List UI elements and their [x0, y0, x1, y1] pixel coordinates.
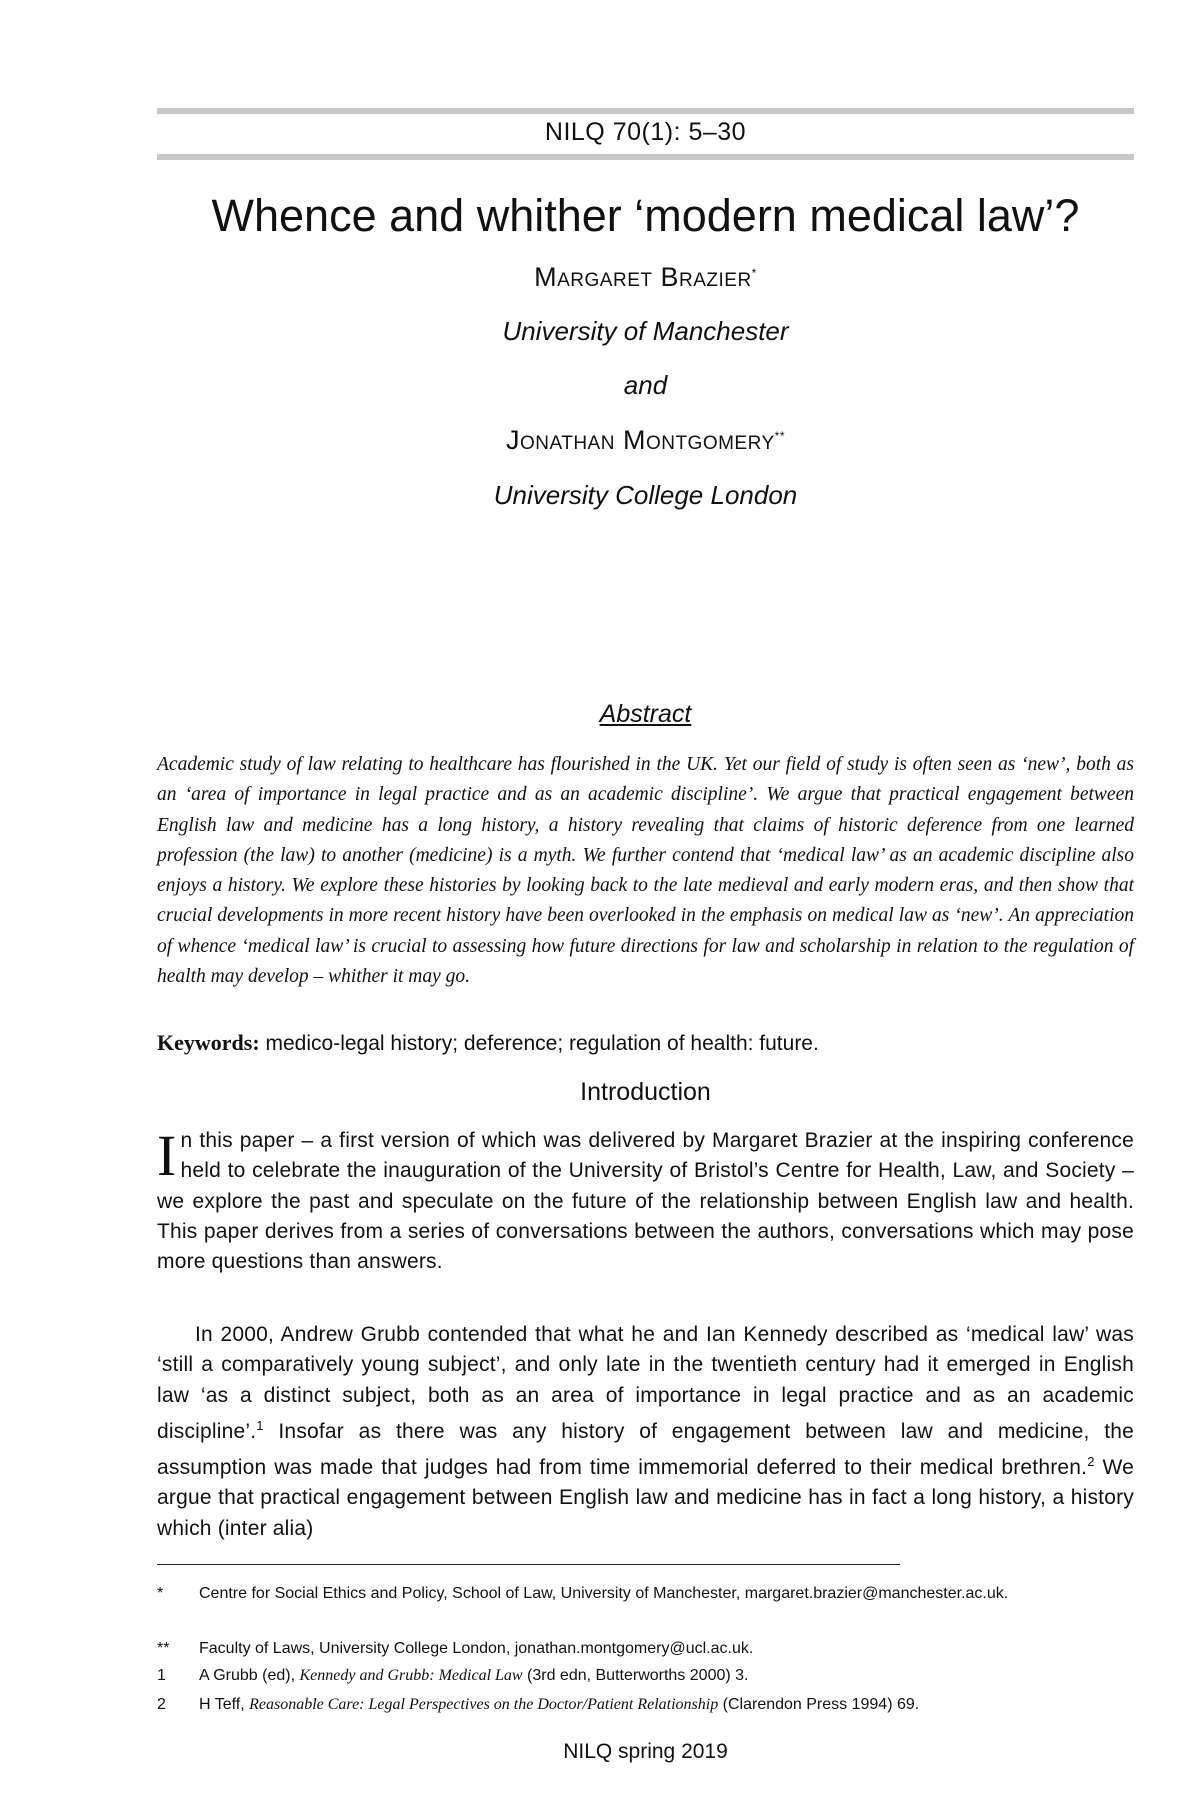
footnote-divider [157, 1564, 900, 1565]
intro-paragraph-2-text-b: Insofar as there was any history of engagement between law and medicine, the assumption was made that judges had from time immemorial deferred to their medical brethren. [157, 1419, 1134, 1480]
footnote-mark: 2 [157, 1696, 166, 1713]
footnote-text: Centre for Social Ethics and Policy, School of Law, University of Manchester, margaret.brazier@manchester.ac.uk. [199, 1585, 1009, 1602]
footnote-2 [157, 1693, 1134, 1716]
footnote-1 [157, 1664, 1134, 1687]
footnote-1-pre: A Grubb (ed), [199, 1667, 300, 1684]
footnote-2-post: (Clarendon Press 1994) 69. [718, 1696, 920, 1713]
footnote-1-post: (3rd edn, Butterworths 2000) 3. [522, 1667, 749, 1684]
keywords-label: Keywords: [157, 1030, 260, 1055]
footnote-text [199, 1664, 1134, 1687]
drop-cap: I [157, 1123, 177, 1188]
abstract-text: Academic study of law relating to healthcare has flourished in the UK. Yet our field of study is often seen as ‘new’, both as an ‘area of importance in legal practice and as an academic discipline’. We argue that practical engagement between English law and medicine has a long history, a history revealing that claims of historic deference from one learned profession (the law) to another (medicine) is a myth. We further contend that ‘medical law’ as an academic discipline also enjoys a history. We explore these histories by looking back to the late medieval and early modern eras, and then show that crucial developments in more recent history have been overlooked in the emphasis on medical law as ‘new’. An appreciation of whence ‘medical law’ is crucial to assessing how future directions for law and scholarship in relation to the regulation of health may develop – whither it may go. [157, 754, 1134, 988]
author-1 [157, 262, 1134, 293]
footnote-mark: ** [157, 1640, 170, 1657]
author-2-mark: ** [774, 429, 786, 443]
keywords-text: medico-legal history; deference; regulation of health: future. [265, 1032, 819, 1055]
abstract-heading: Abstract [599, 700, 692, 728]
footnote-mark: 1 [157, 1667, 166, 1684]
footnote-1-title: Kennedy and Grubb: Medical Law [299, 1667, 523, 1684]
author-2-affiliation: University College London [493, 480, 798, 510]
introduction-heading: Introduction [580, 1078, 711, 1106]
footnote-text: Faculty of Laws, University College London, jonathan.montgomery@ucl.ac.uk. [199, 1640, 754, 1657]
intro-paragraph-2-text-a: In 2000, Andrew Grubb contended that what he and Ian Kennedy described as ‘medical law’ was ‘still a comparatively young subject’, and only late in the twentieth century had it emerged in English law ‘as a distinct subject, both as an area of importance in legal practice and as an academic discipline’. [157, 1323, 1134, 1443]
journal-reference: NILQ 70(1): 5–30 [544, 118, 747, 146]
footnote-author-1 [157, 1582, 1134, 1605]
footnote-author-2 [157, 1637, 1134, 1660]
footnote-text [199, 1693, 1134, 1716]
page-footer: NILQ spring 2019 [563, 1740, 728, 1763]
article-title: Whence and whither ‘modern medical law’? [211, 190, 1080, 241]
intro-paragraph-2-text-c: We argue that practical engagement between English law and medicine has in fact a long history, a history which (inter alia) [157, 1456, 1134, 1540]
intro-paragraph-2 [157, 1320, 1134, 1544]
keywords [157, 1030, 1134, 1056]
author-2 [157, 425, 1134, 456]
author-2-name: Jonathan Montgomery [505, 425, 775, 455]
author-1-name: Margaret Brazier [534, 262, 752, 292]
article-page [157, 0, 1134, 1820]
header-rule-top [157, 108, 1134, 114]
intro-paragraph-1 [157, 1123, 1134, 1277]
footnote-ref-2[interactable]: 2 [1087, 1454, 1095, 1470]
header-rule-bottom [157, 154, 1134, 160]
intro-paragraph-1-text: n this paper – a first version of which was delivered by Margaret Brazier at the inspiring conference held to celebrate the inauguration of the University of Bristol’s Centre for Health, Law, and Society – we explore the past and speculate on the future of the relationship between English law and health. This paper derives from a series of conversations between the authors, conversations which may pose more questions than answers. [157, 1129, 1134, 1274]
footnote-ref-1[interactable]: 1 [256, 1417, 264, 1433]
footnote-2-pre: H Teff, [199, 1696, 250, 1713]
footnote-mark: * [157, 1585, 164, 1602]
author-1-affiliation: University of Manchester [502, 316, 789, 346]
footnote-2-title: Reasonable Care: Legal Perspectives on the Doctor/Patient Relationship [249, 1696, 719, 1713]
author-conjunction: and [623, 370, 668, 400]
author-1-mark: * [751, 266, 757, 280]
